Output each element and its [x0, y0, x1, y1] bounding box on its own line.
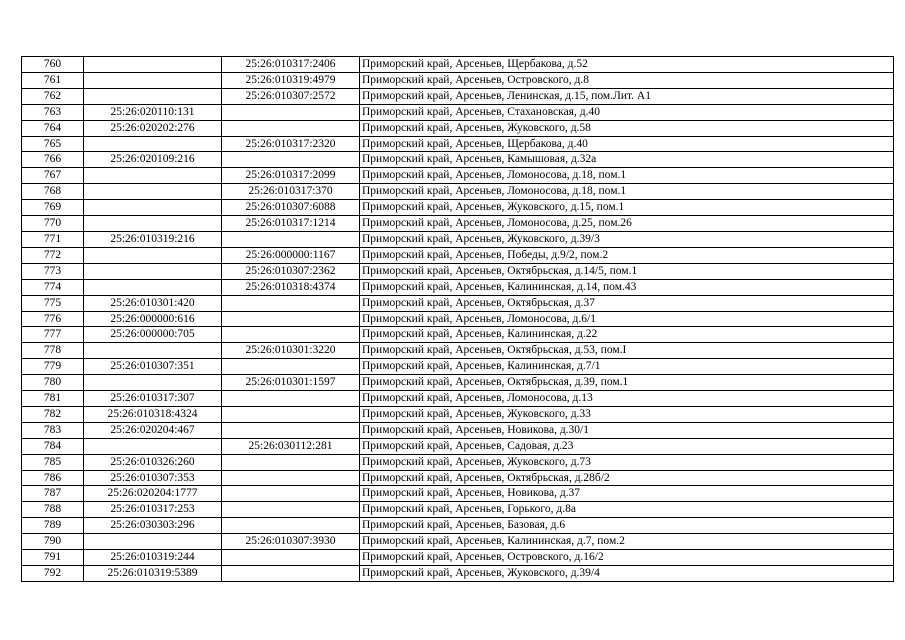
table-row — [22, 152, 894, 168]
table-row — [22, 263, 894, 279]
row-number-cell: 769 — [22, 200, 84, 216]
building-cadastral-number-cell — [222, 231, 360, 247]
land-cadastral-number-cell: 25:26:020109:216 — [84, 152, 222, 168]
row-number-cell: 775 — [22, 295, 84, 311]
building-cadastral-number-cell: 25:26:010307:6088 — [222, 200, 360, 216]
row-number-cell: 770 — [22, 216, 84, 232]
registry-table-body — [22, 57, 894, 582]
land-cadastral-number-cell — [84, 168, 222, 184]
land-cadastral-number-cell — [84, 279, 222, 295]
address-cell: Приморский край, Арсеньев, Щербакова, д.52 — [360, 57, 894, 73]
row-number-cell: 785 — [22, 454, 84, 470]
building-cadastral-number-cell — [222, 311, 360, 327]
land-cadastral-number-cell — [84, 184, 222, 200]
land-cadastral-number-cell — [84, 136, 222, 152]
land-cadastral-number-cell: 25:26:010319:216 — [84, 231, 222, 247]
land-cadastral-number-cell: 25:26:030303:296 — [84, 518, 222, 534]
building-cadastral-number-cell — [222, 295, 360, 311]
row-number-cell: 779 — [22, 359, 84, 375]
address-cell: Приморский край, Арсеньев, Жуковского, д.33 — [360, 406, 894, 422]
row-number-cell: 771 — [22, 231, 84, 247]
building-cadastral-number-cell — [222, 120, 360, 136]
land-cadastral-number-cell — [84, 200, 222, 216]
address-cell: Приморский край, Арсеньев, Ломоносова, д.13 — [360, 391, 894, 407]
row-number-cell: 761 — [22, 72, 84, 88]
building-cadastral-number-cell — [222, 566, 360, 582]
row-number-cell: 787 — [22, 486, 84, 502]
table-row — [22, 406, 894, 422]
building-cadastral-number-cell: 25:26:010301:3220 — [222, 343, 360, 359]
row-number-cell: 781 — [22, 391, 84, 407]
property-registry-table — [21, 56, 894, 582]
row-number-cell: 764 — [22, 120, 84, 136]
row-number-cell: 786 — [22, 470, 84, 486]
land-cadastral-number-cell: 25:26:010301:420 — [84, 295, 222, 311]
building-cadastral-number-cell: 25:26:010317:2099 — [222, 168, 360, 184]
address-cell: Приморский край, Арсеньев, Стахановская, д.40 — [360, 104, 894, 120]
land-cadastral-number-cell — [84, 438, 222, 454]
table-row — [22, 184, 894, 200]
building-cadastral-number-cell: 25:26:010319:4979 — [222, 72, 360, 88]
land-cadastral-number-cell — [84, 216, 222, 232]
row-number-cell: 784 — [22, 438, 84, 454]
table-row — [22, 200, 894, 216]
table-row — [22, 104, 894, 120]
land-cadastral-number-cell: 25:26:000000:705 — [84, 327, 222, 343]
address-cell: Приморский край, Арсеньев, Октябрьская, д.53, пом.I — [360, 343, 894, 359]
table-row — [22, 486, 894, 502]
land-cadastral-number-cell: 25:26:020110:131 — [84, 104, 222, 120]
building-cadastral-number-cell — [222, 502, 360, 518]
row-number-cell: 762 — [22, 88, 84, 104]
building-cadastral-number-cell: 25:26:010307:2572 — [222, 88, 360, 104]
address-cell: Приморский край, Арсеньев, Октябрьская, д.14/5, пом.1 — [360, 263, 894, 279]
land-cadastral-number-cell: 25:26:010319:244 — [84, 550, 222, 566]
building-cadastral-number-cell — [222, 391, 360, 407]
table-row — [22, 438, 894, 454]
table-row — [22, 518, 894, 534]
table-row — [22, 502, 894, 518]
table-row — [22, 295, 894, 311]
row-number-cell: 777 — [22, 327, 84, 343]
address-cell: Приморский край, Арсеньев, Жуковского, д.39/4 — [360, 566, 894, 582]
building-cadastral-number-cell — [222, 550, 360, 566]
table-row — [22, 566, 894, 582]
building-cadastral-number-cell: 25:26:010301:1597 — [222, 375, 360, 391]
table-row — [22, 470, 894, 486]
row-number-cell: 792 — [22, 566, 84, 582]
row-number-cell: 788 — [22, 502, 84, 518]
address-cell: Приморский край, Арсеньев, Островского, д.8 — [360, 72, 894, 88]
row-number-cell: 774 — [22, 279, 84, 295]
row-number-cell: 766 — [22, 152, 84, 168]
land-cadastral-number-cell — [84, 343, 222, 359]
address-cell: Приморский край, Арсеньев, Октябрьская, д.39, пом.1 — [360, 375, 894, 391]
address-cell: Приморский край, Арсеньев, Островского, д.16/2 — [360, 550, 894, 566]
row-number-cell: 773 — [22, 263, 84, 279]
building-cadastral-number-cell — [222, 486, 360, 502]
row-number-cell: 778 — [22, 343, 84, 359]
building-cadastral-number-cell — [222, 470, 360, 486]
address-cell: Приморский край, Арсеньев, Садовая, д.23 — [360, 438, 894, 454]
land-cadastral-number-cell — [84, 72, 222, 88]
land-cadastral-number-cell: 25:26:010307:351 — [84, 359, 222, 375]
address-cell: Приморский край, Арсеньев, Жуковского, д.15, пом.1 — [360, 200, 894, 216]
address-cell: Приморский край, Арсеньев, Ломоносова, д.18, пом.1 — [360, 168, 894, 184]
address-cell: Приморский край, Арсеньев, Ломоносова, д.25, пом.26 — [360, 216, 894, 232]
address-cell: Приморский край, Арсеньев, Калининская, д.14, пом.43 — [360, 279, 894, 295]
table-row — [22, 311, 894, 327]
land-cadastral-number-cell: 25:26:010317:307 — [84, 391, 222, 407]
land-cadastral-number-cell: 25:26:010319:5389 — [84, 566, 222, 582]
land-cadastral-number-cell: 25:26:010326:260 — [84, 454, 222, 470]
row-number-cell: 791 — [22, 550, 84, 566]
land-cadastral-number-cell: 25:26:010317:253 — [84, 502, 222, 518]
document-page — [21, 56, 894, 582]
table-row — [22, 327, 894, 343]
table-row — [22, 216, 894, 232]
table-row — [22, 375, 894, 391]
land-cadastral-number-cell: 25:26:010307:353 — [84, 470, 222, 486]
building-cadastral-number-cell — [222, 422, 360, 438]
row-number-cell: 782 — [22, 406, 84, 422]
land-cadastral-number-cell: 25:26:000000:616 — [84, 311, 222, 327]
row-number-cell: 776 — [22, 311, 84, 327]
land-cadastral-number-cell — [84, 57, 222, 73]
row-number-cell: 765 — [22, 136, 84, 152]
table-row — [22, 247, 894, 263]
table-row — [22, 136, 894, 152]
address-cell: Приморский край, Арсеньев, Новикова, д.37 — [360, 486, 894, 502]
table-row — [22, 168, 894, 184]
land-cadastral-number-cell — [84, 534, 222, 550]
table-row — [22, 454, 894, 470]
building-cadastral-number-cell — [222, 359, 360, 375]
table-row — [22, 72, 894, 88]
address-cell: Приморский край, Арсеньев, Ленинская, д.15, пом.Лит. А1 — [360, 88, 894, 104]
land-cadastral-number-cell — [84, 88, 222, 104]
building-cadastral-number-cell — [222, 152, 360, 168]
address-cell: Приморский край, Арсеньев, Ломоносова, д.6/1 — [360, 311, 894, 327]
building-cadastral-number-cell: 25:26:000000:1167 — [222, 247, 360, 263]
row-number-cell: 768 — [22, 184, 84, 200]
land-cadastral-number-cell: 25:26:020204:467 — [84, 422, 222, 438]
row-number-cell: 760 — [22, 57, 84, 73]
building-cadastral-number-cell: 25:26:010317:2406 — [222, 57, 360, 73]
row-number-cell: 767 — [22, 168, 84, 184]
building-cadastral-number-cell: 25:26:010317:370 — [222, 184, 360, 200]
land-cadastral-number-cell — [84, 263, 222, 279]
land-cadastral-number-cell: 25:26:020202:276 — [84, 120, 222, 136]
table-row — [22, 391, 894, 407]
land-cadastral-number-cell: 25:26:010318:4324 — [84, 406, 222, 422]
address-cell: Приморский край, Арсеньев, Камышовая, д.32а — [360, 152, 894, 168]
row-number-cell: 783 — [22, 422, 84, 438]
building-cadastral-number-cell — [222, 454, 360, 470]
row-number-cell: 763 — [22, 104, 84, 120]
address-cell: Приморский край, Арсеньев, Калининская, д.22 — [360, 327, 894, 343]
building-cadastral-number-cell — [222, 518, 360, 534]
table-row — [22, 57, 894, 73]
address-cell: Приморский край, Арсеньев, Октябрьская, д.37 — [360, 295, 894, 311]
address-cell: Приморский край, Арсеньев, Щербакова, д.40 — [360, 136, 894, 152]
table-row — [22, 550, 894, 566]
address-cell: Приморский край, Арсеньев, Жуковского, д.73 — [360, 454, 894, 470]
building-cadastral-number-cell — [222, 406, 360, 422]
row-number-cell: 772 — [22, 247, 84, 263]
building-cadastral-number-cell: 25:26:010307:3930 — [222, 534, 360, 550]
table-row — [22, 120, 894, 136]
address-cell: Приморский край, Арсеньев, Жуковского, д.39/3 — [360, 231, 894, 247]
land-cadastral-number-cell — [84, 247, 222, 263]
land-cadastral-number-cell — [84, 375, 222, 391]
building-cadastral-number-cell: 25:26:010307:2362 — [222, 263, 360, 279]
address-cell: Приморский край, Арсеньев, Победы, д.9/2, пом.2 — [360, 247, 894, 263]
table-row — [22, 88, 894, 104]
address-cell: Приморский край, Арсеньев, Новикова, д.30/1 — [360, 422, 894, 438]
table-row — [22, 534, 894, 550]
address-cell: Приморский край, Арсеньев, Базовая, д.6 — [360, 518, 894, 534]
building-cadastral-number-cell — [222, 104, 360, 120]
table-row — [22, 343, 894, 359]
building-cadastral-number-cell: 25:26:010317:2320 — [222, 136, 360, 152]
table-row — [22, 279, 894, 295]
address-cell: Приморский край, Арсеньев, Горького, д.8а — [360, 502, 894, 518]
table-row — [22, 359, 894, 375]
land-cadastral-number-cell: 25:26:020204:1777 — [84, 486, 222, 502]
row-number-cell: 780 — [22, 375, 84, 391]
building-cadastral-number-cell — [222, 327, 360, 343]
building-cadastral-number-cell: 25:26:010317:1214 — [222, 216, 360, 232]
building-cadastral-number-cell: 25:26:030112:281 — [222, 438, 360, 454]
row-number-cell: 789 — [22, 518, 84, 534]
address-cell: Приморский край, Арсеньев, Калининская, д.7/1 — [360, 359, 894, 375]
address-cell: Приморский край, Арсеньев, Октябрьская, д.28б/2 — [360, 470, 894, 486]
address-cell: Приморский край, Арсеньев, Ломоносова, д.18, пом.1 — [360, 184, 894, 200]
address-cell: Приморский край, Арсеньев, Жуковского, д.58 — [360, 120, 894, 136]
row-number-cell: 790 — [22, 534, 84, 550]
address-cell: Приморский край, Арсеньев, Калининская, д.7, пом.2 — [360, 534, 894, 550]
building-cadastral-number-cell: 25:26:010318:4374 — [222, 279, 360, 295]
table-row — [22, 231, 894, 247]
table-row — [22, 422, 894, 438]
